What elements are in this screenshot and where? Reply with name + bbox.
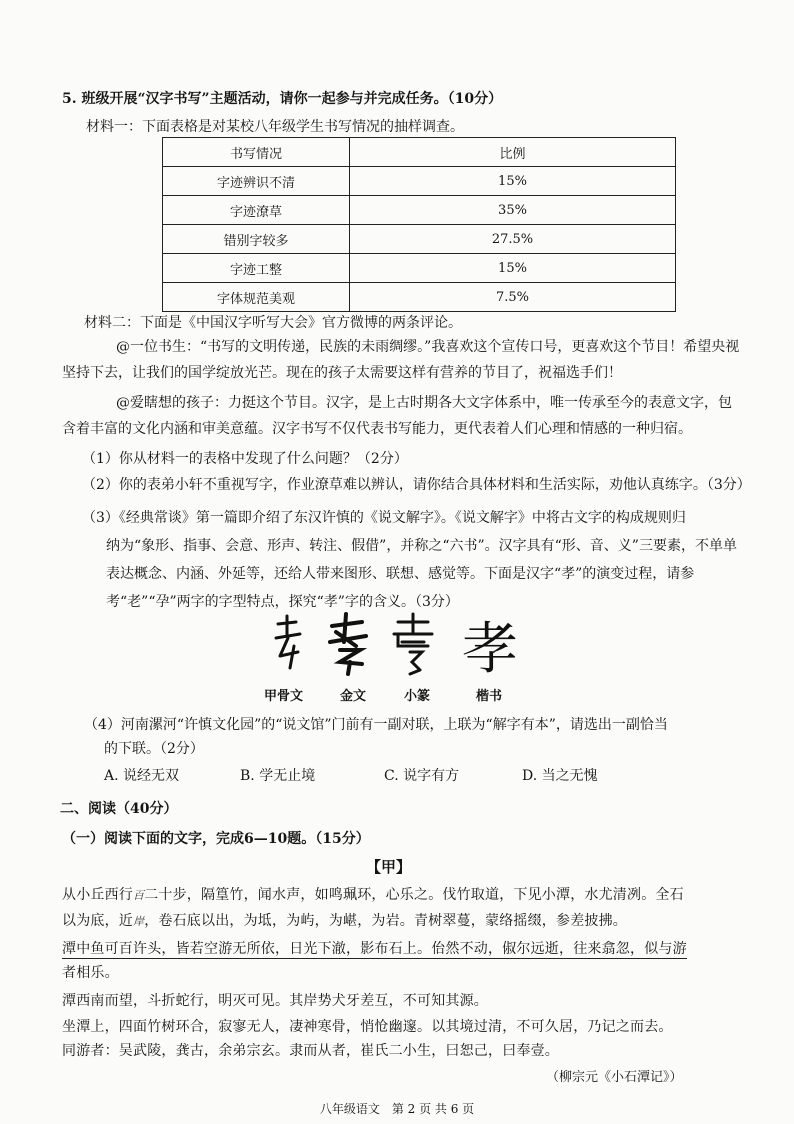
- passage-line: [62, 938, 687, 958]
- label-regular: 楷书: [476, 689, 503, 704]
- material-2-intro: 材料二：下面是《中国汉字听写大会》官方微博的两条评论。: [84, 315, 462, 331]
- oracle-bone-xiao-glyph: [276, 616, 300, 668]
- table-cell: 15%: [350, 167, 676, 196]
- handwritten-note: 岸: [133, 915, 145, 928]
- passage-line: [62, 884, 684, 904]
- evolution-labels: [264, 685, 514, 705]
- passage-text: 二十步，隔篁竹，闻水声，如鸣珮环，心乐之。伐竹取道，下见小潭，水尤清冽。全石: [144, 887, 684, 903]
- passage-text: 潭西南而望，斗折蛇行，明灭可见。其岸势犬牙差互，不可知其源。: [62, 993, 488, 1009]
- table-row: [163, 167, 676, 196]
- passage-jia-label: 【甲】: [366, 858, 412, 876]
- table-row: [163, 225, 676, 254]
- table-cell: 字迹辨识不清: [163, 167, 350, 196]
- sub-question-4: （4）河南漯河“许慎文化园”的“说文馆”门前有一副对联，上联为“解字有本”，请选出一副恰当: [84, 717, 668, 733]
- table-cell: 字迹工整: [163, 254, 350, 283]
- passage-line: [62, 962, 119, 982]
- table-cell: 35%: [350, 196, 676, 225]
- table-cell: 字体规范美观: [163, 283, 350, 312]
- passage-line: [62, 1040, 559, 1060]
- comment-1: @一位书生：“书写的文明传递，民族的未雨绸缪。”我喜欢这个宣传口号，更喜欢这个节目！希望央视坚持下去，让我们的国学绽放光芒。现在的孩子太需要这样有营养的节目了，祝福选手们！: [62, 339, 740, 381]
- table-row: [163, 254, 676, 283]
- reading-part-1: （一）阅读下面的文字，完成6—10题。（15分）: [62, 831, 370, 847]
- table-row: [163, 196, 676, 225]
- label-seal: 小篆: [404, 689, 431, 704]
- table-cell: 错别字较多: [163, 225, 350, 254]
- regular-xiao-glyph: 孝: [462, 617, 518, 682]
- table-cell: 27.5%: [350, 225, 676, 254]
- seal-xiao-glyph: [394, 614, 432, 674]
- bronze-xiao-glyph: [330, 614, 366, 674]
- passage-text: 者相乐。: [62, 965, 119, 981]
- question-5-title: 5. 班级开展“汉字书写”主题活动，请你一起参与并完成任务。（10分）: [62, 91, 503, 107]
- option-d: D. 当之无愧: [522, 768, 598, 784]
- comment-2: @爱瞎想的孩子：力挺这个节目。汉字，是上古时期各大文字体系中，唯一传承至今的表意文字，包含着丰富的文化内涵和审美意蕴。汉字书写不仅代表书写能力，更代表着人们心理和情感的一种归宿。: [62, 395, 732, 437]
- survey-table: [162, 137, 676, 312]
- passage-citation: （柳宗元《小石潭记》）: [546, 1070, 683, 1085]
- sub-question-3-body: 纳为“象形、指事、会意、形声、转注、假借”，并称之“六书”。汉字具有“形、音、义”三要素，不单单表达概念、内涵、外延等，还给人带来图形、联想、感觉等。下面是汉字“孝”的演变过程，请参考“老”“孕”两字的字型特点，探究“孝”字的含义。（3分）: [106, 538, 737, 610]
- passage-text: 从小丘西行: [62, 887, 133, 903]
- sub-question-4-cont: 的下联。（2分）: [104, 741, 204, 757]
- table-header-row: [163, 138, 676, 167]
- passage-text: ，卷石底以出，为坻，为屿，为嵁，为岩。青树翠蔓，蒙络摇缀，参差披拂。: [144, 913, 628, 929]
- passage-text: 潭中鱼可百许头，皆若空游无所依，日光下澈，影布石上。佁然不动，俶尔远逝，往来翕忽，似与游: [62, 941, 687, 957]
- xiao-evolution-figure: [270, 612, 518, 682]
- label-bronze: 金文: [340, 689, 367, 704]
- section-2-title: 二、阅读（40分）: [60, 801, 178, 817]
- table-header-cell: 书写情况: [163, 138, 350, 167]
- label-oracle-bone: 甲骨文: [264, 689, 304, 704]
- table-cell: 15%: [350, 254, 676, 283]
- page-footer: 八年级语文 第 2 页 共 6 页: [319, 1102, 475, 1116]
- passage-text: 坐潭上，四面竹树环合，寂寥无人，凄神寒骨，悄怆幽邃。以其境过清，不可久居，乃记之而去。: [62, 1019, 673, 1035]
- table-cell: 7.5%: [350, 283, 676, 312]
- sub-question-2: （2）你的表弟小轩不重视写字，作业潦草难以辨认，请你结合具体材料和生活实际，劝他认真练字。（3分）: [82, 477, 751, 493]
- option-c: C. 说字有方: [384, 768, 460, 784]
- table-row: [163, 283, 676, 312]
- option-b: B. 学无止境: [240, 768, 316, 784]
- sub-question-1: （1）你从材料一的表格中发现了什么问题？（2分）: [82, 451, 408, 467]
- sub-question-3: [82, 504, 742, 616]
- passage-line: [62, 910, 627, 930]
- handwritten-note: 百: [133, 889, 145, 902]
- material-1-intro: 材料一：下面表格是对某校八年级学生书写情况的抽样调查。: [86, 119, 464, 135]
- table-header-cell: 比例: [350, 138, 676, 167]
- passage-line: [62, 1016, 673, 1036]
- passage-text: 以为底，近: [62, 913, 133, 929]
- passage-text: 同游者：吴武陵，龚古，余弟宗玄。隶而从者，崔氏二小生，曰恕己，曰奉壹。: [62, 1043, 559, 1059]
- sub-question-3-line1: （3）《经典常谈》第一篇即介绍了东汉许慎的《说文解字》。《说文解字》中将古文字的构成规则归: [82, 510, 686, 526]
- passage-line: [62, 990, 488, 1010]
- option-a: A. 说经无双: [104, 768, 180, 784]
- table-cell: 字迹潦草: [163, 196, 350, 225]
